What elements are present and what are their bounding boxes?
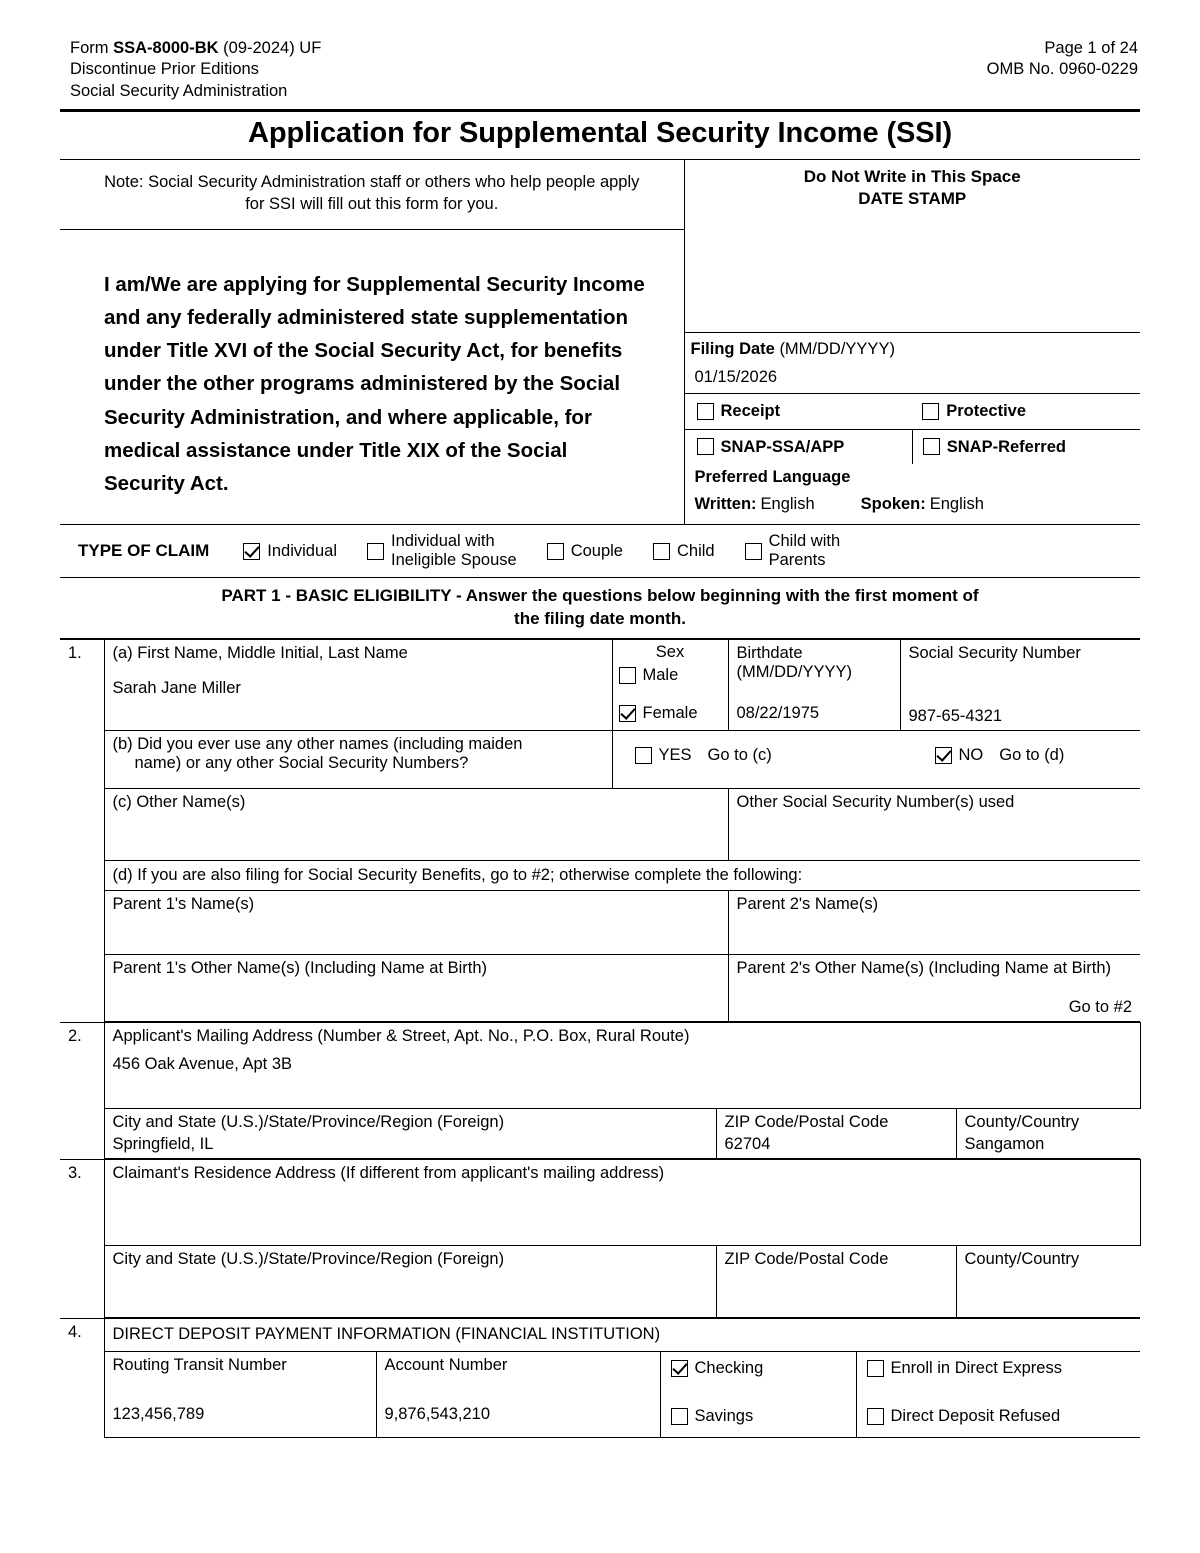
other-names-field-value[interactable] [113, 812, 720, 828]
sex-female-row[interactable] [619, 703, 722, 723]
sex-male-checkbox[interactable] [619, 667, 636, 684]
residence-address-label: Claimant's Residence Address (If different from applicant's mailing address) [112, 1164, 665, 1183]
account-number-value[interactable]: 9,876,543,210 [384, 1405, 491, 1424]
receipt-label: Receipt [720, 402, 781, 421]
snap-referred-checkbox[interactable] [923, 438, 940, 455]
birthdate-field-value[interactable]: 08/22/1975 [736, 704, 820, 723]
form-identifier-line [70, 38, 321, 59]
enroll-direct-express-checkbox[interactable] [867, 1360, 884, 1377]
direct-deposit-heading: DIRECT DEPOSIT PAYMENT INFORMATION (FINANCIAL INSTITUTION) [104, 1319, 1140, 1352]
mailing-county-value[interactable]: Sangamon [964, 1135, 1045, 1154]
preferred-language-values [691, 492, 1135, 519]
question-2-table [60, 1022, 1141, 1159]
header-left-block [70, 38, 321, 102]
residence-zip-label: ZIP Code/Postal Code [724, 1250, 889, 1269]
child-label: Child [676, 541, 715, 560]
child-with-parents-checkbox[interactable] [745, 543, 762, 560]
residence-city-state-label: City and State (U.S.)/State/Province/Region (Foreign) [112, 1250, 505, 1269]
residence-zip-cell[interactable] [716, 1246, 956, 1318]
question-1c-gutter [60, 789, 104, 861]
parent1-other-name-cell[interactable] [104, 955, 728, 1022]
snap-ssa-app-checkbox[interactable] [697, 438, 714, 455]
protective-checkbox-row[interactable] [922, 401, 1134, 421]
name-field-cell[interactable] [104, 640, 612, 731]
account-number-label: Account Number [384, 1356, 508, 1375]
child-with-parents-label [769, 532, 841, 570]
parent-other-names-gutter [60, 955, 104, 1022]
filing-date-table [685, 332, 1141, 393]
mailing-city-state-label: City and State (U.S.)/State/Province/Region (Foreign) [112, 1113, 505, 1132]
note-line-1: Note: Social Security Administration staff or others who help people apply [104, 173, 640, 192]
question-3-table [60, 1159, 1141, 1318]
sex-male-label: Male [642, 666, 679, 685]
mailing-county-cell[interactable] [956, 1109, 1140, 1159]
preferred-language-block [685, 464, 1141, 524]
enroll-direct-express-label: Enroll in Direct Express [890, 1359, 1062, 1378]
filing-date-cell [685, 333, 1141, 394]
claim-option-child[interactable] [653, 542, 715, 561]
individual-ineligible-spouse-checkbox[interactable] [367, 543, 384, 560]
question-4-number: 4. [60, 1319, 104, 1438]
residence-address-value[interactable] [113, 1183, 1132, 1192]
child-checkbox[interactable] [653, 543, 670, 560]
other-names-question-cell [104, 731, 612, 789]
account-type-cell[interactable] [660, 1352, 856, 1438]
other-names-answer-cell [612, 731, 1140, 789]
note-cell [60, 160, 684, 230]
parent1-name-label: Parent 1's Name(s) [112, 895, 255, 914]
other-names-no-label: NO [958, 746, 984, 765]
parent2-other-name-cell[interactable] [728, 955, 1140, 1022]
snap-referred-checkbox-row[interactable] [923, 437, 1138, 457]
claim-option-child-with-parents[interactable] [745, 532, 841, 570]
spoken-language-value[interactable]: English [929, 494, 984, 513]
part1-heading [60, 578, 1140, 638]
part1-heading-line-1: PART 1 - BASIC ELIGIBILITY - Answer the questions below beginning with the first moment of [221, 586, 979, 606]
type-of-claim-title: TYPE OF CLAIM [78, 541, 210, 561]
mailing-address-cell[interactable] [104, 1023, 1140, 1109]
other-ssn-field-cell[interactable] [728, 789, 1140, 861]
document-header [60, 38, 1140, 106]
parent2-name-value[interactable] [737, 914, 1133, 930]
spoken-language-label: Spoken: [860, 494, 926, 513]
mailing-zip-cell[interactable] [716, 1109, 956, 1159]
question-1d-label-cell: (d) If you are also filing for Social Security Benefits, go to #2; otherwise complete the following: [104, 861, 1140, 891]
parent1-name-value[interactable] [113, 914, 720, 930]
parent1-other-name-value[interactable] [113, 978, 720, 994]
preferred-language-heading: Preferred Language [694, 467, 851, 486]
mailing-county-label: County/Country [964, 1113, 1080, 1132]
birthdate-field-label-line-1: Birthdate [736, 644, 803, 663]
filing-date-format: (MM/DD/YYYY) [779, 340, 895, 359]
date-stamp-line-2: DATE STAMP [858, 189, 967, 209]
question-1-table [60, 639, 1140, 1022]
residence-county-label: County/Country [964, 1250, 1080, 1269]
filing-date-value[interactable]: 01/15/2026 [694, 368, 778, 387]
name-field-value[interactable]: Sarah Jane Miller [112, 679, 241, 698]
flags-table [685, 393, 1141, 463]
mailing-address-value[interactable]: 456 Oak Avenue, Apt 3B [112, 1055, 293, 1074]
claim-option-individual[interactable] [243, 542, 337, 561]
mailing-city-state-cell[interactable] [104, 1109, 716, 1159]
snap-ssa-app-checkbox-row[interactable] [697, 437, 908, 457]
birthdate-field-cell[interactable] [728, 640, 900, 731]
routing-number-label: Routing Transit Number [112, 1356, 287, 1375]
other-names-field-cell[interactable] [104, 789, 728, 861]
other-names-yes-goto: Go to (c) [707, 746, 772, 765]
question-3-number: 3. [60, 1160, 104, 1318]
omb-number-label: OMB No. 0960-0229 [986, 60, 1138, 79]
checking-option-row[interactable] [671, 1358, 850, 1378]
mailing-zip-label: ZIP Code/Postal Code [724, 1113, 889, 1132]
other-names-no-checkbox[interactable] [935, 747, 952, 764]
child-with-parents-label-line2: Parents [768, 551, 826, 570]
other-names-no-goto: Go to (d) [999, 746, 1065, 765]
direct-deposit-refused-label: Direct Deposit Refused [890, 1407, 1061, 1426]
parent2-name-cell[interactable] [728, 891, 1140, 955]
discontinue-prior-editions-line: Discontinue Prior Editions [70, 60, 259, 79]
mailing-city-state-value[interactable]: Springfield, IL [112, 1135, 214, 1154]
couple-checkbox[interactable] [547, 543, 564, 560]
individual-ineligible-spouse-label-line2: Ineligible Spouse [391, 551, 517, 570]
other-ssn-field-value[interactable] [737, 812, 1133, 828]
type-of-claim-cell [60, 525, 1140, 578]
snap-ssa-app-label: SNAP-SSA/APP [720, 437, 845, 456]
applying-statement-text: I am/We are applying for Supplemental Security Income and any federally administered state supplementation under Title XVI of the Social Security Act, for benefits under the other programs administered by the Social Security Administration, and where applicable, for medical assistance under Title XIX of the Social Security Act. [104, 272, 645, 495]
question-1-number: 1. [60, 640, 104, 789]
written-language-label: Written: [694, 494, 757, 513]
sex-field-cell[interactable] [612, 640, 728, 731]
part1-heading-cell [60, 578, 1140, 639]
other-names-no-option[interactable] [935, 745, 1065, 765]
snap-ssa-app-cell[interactable] [685, 429, 913, 464]
checking-checkbox[interactable] [671, 1360, 688, 1377]
agency-name-line: Social Security Administration [70, 81, 288, 100]
individual-checkbox[interactable] [243, 543, 260, 560]
claim-option-individual-ineligible-spouse[interactable] [367, 532, 517, 570]
parent1-name-cell[interactable] [104, 891, 728, 955]
savings-checkbox[interactable] [671, 1408, 688, 1425]
sex-male-row[interactable] [619, 665, 722, 685]
account-number-cell[interactable] [376, 1352, 660, 1438]
receipt-checkbox[interactable] [697, 403, 714, 420]
snap-referred-label: SNAP-Referred [946, 437, 1066, 456]
question-2-number: 2. [60, 1023, 104, 1159]
residence-city-state-value[interactable] [113, 1269, 708, 1272]
type-of-claim-table [60, 524, 1140, 639]
filing-date-label-bold: Filing Date [690, 340, 775, 359]
residence-city-state-cell[interactable] [104, 1246, 716, 1318]
other-names-yes-label: YES [658, 746, 692, 765]
direct-deposit-refused-checkbox[interactable] [867, 1408, 884, 1425]
part1-heading-line-2: the filing date month. [514, 608, 686, 628]
protective-label: Protective [946, 402, 1027, 421]
date-stamp-cell [684, 160, 1140, 524]
claim-option-couple[interactable] [547, 542, 623, 561]
individual-ineligible-spouse-label-line1: Individual with [391, 532, 495, 551]
routing-number-cell[interactable] [104, 1352, 376, 1438]
type-of-claim-row [60, 525, 1140, 577]
protective-flag-cell[interactable] [912, 394, 1140, 429]
checking-label: Checking [694, 1359, 764, 1378]
individual-ineligible-spouse-label [391, 532, 517, 570]
name-field-label: (a) First Name, Middle Initial, Last Name [112, 644, 408, 663]
parent-names-gutter [60, 891, 104, 955]
question-1d-gutter [60, 861, 104, 891]
yes-no-row [613, 731, 1141, 765]
residence-zip-value[interactable] [725, 1269, 948, 1272]
routing-number-value[interactable]: 123,456,789 [112, 1405, 205, 1424]
filing-date-label [691, 335, 1137, 359]
ssn-field-value[interactable]: 987-65-4321 [908, 707, 1003, 726]
receipt-checkbox-row[interactable] [697, 401, 907, 421]
other-names-field-label: (c) Other Name(s) [112, 793, 246, 812]
question-4-table [60, 1318, 1140, 1438]
other-ssn-field-label: Other Social Security Number(s) used [736, 793, 1015, 812]
applying-statement-cell [60, 229, 684, 524]
note-text [68, 164, 676, 225]
written-language-value[interactable]: English [760, 494, 815, 513]
child-with-parents-label-line1: Child with [768, 532, 841, 551]
sex-female-checkbox[interactable] [619, 705, 636, 722]
date-stamp-line-1: Do Not Write in This Space [803, 167, 1021, 187]
mailing-zip-value[interactable]: 62704 [724, 1135, 771, 1154]
form-number: SSA-8000-BK [113, 39, 219, 57]
mailing-address-label: Applicant's Mailing Address (Number & Street, Apt. No., P.O. Box, Rural Route) [112, 1027, 690, 1046]
savings-label: Savings [694, 1407, 754, 1426]
ssn-field-cell[interactable] [900, 640, 1140, 731]
couple-label: Couple [570, 541, 623, 560]
page-title: Application for Supplemental Security Income (SSI) [248, 117, 952, 150]
intro-and-stamp-table [60, 159, 1140, 524]
parent2-name-label: Parent 2's Name(s) [736, 895, 879, 914]
page-number-label: Page 1 of 24 [1044, 39, 1138, 57]
direct-express-cell[interactable] [856, 1352, 1140, 1438]
residence-county-value[interactable] [965, 1269, 1133, 1272]
savings-option-row[interactable] [671, 1406, 850, 1426]
ssn-field-label: Social Security Number [908, 644, 1081, 663]
parent1-other-name-label: Parent 1's Other Name(s) (Including Name at Birth) [112, 959, 488, 978]
birthdate-field-label-line-2: (MM/DD/YYYY) [736, 663, 852, 682]
date-stamp-blank-area [685, 214, 1141, 332]
snap-referred-cell[interactable] [912, 429, 1140, 464]
parent2-other-name-label: Parent 2's Other Name(s) (Including Name at Birth) [736, 959, 1112, 978]
note-line-2: for SSI will fill out this form for you. [245, 194, 499, 213]
sex-field-label: Sex [655, 643, 685, 662]
direct-deposit-refused-row[interactable] [867, 1406, 1137, 1426]
receipt-flag-cell[interactable] [685, 394, 913, 429]
other-names-question-line-2: name) or any other Social Security Numbers? [134, 754, 469, 773]
form-prefix-label: Form [70, 39, 109, 57]
other-names-question-line-1: (b) Did you ever use any other names (including maiden [112, 735, 523, 754]
other-names-yes-checkbox[interactable] [635, 747, 652, 764]
direct-express-option-row[interactable] [867, 1358, 1137, 1378]
protective-checkbox[interactable] [922, 403, 939, 420]
residence-address-cell[interactable] [104, 1160, 1140, 1246]
goto-2-label: Go to #2 [1068, 998, 1132, 1017]
residence-county-cell[interactable] [956, 1246, 1140, 1318]
other-names-yes-option[interactable] [635, 745, 935, 765]
form-edition: (09-2024) UF [223, 39, 322, 57]
sex-female-label: Female [642, 704, 698, 723]
header-right-block [987, 38, 1138, 81]
individual-label: Individual [267, 541, 337, 560]
date-stamp-heading [685, 160, 1141, 214]
